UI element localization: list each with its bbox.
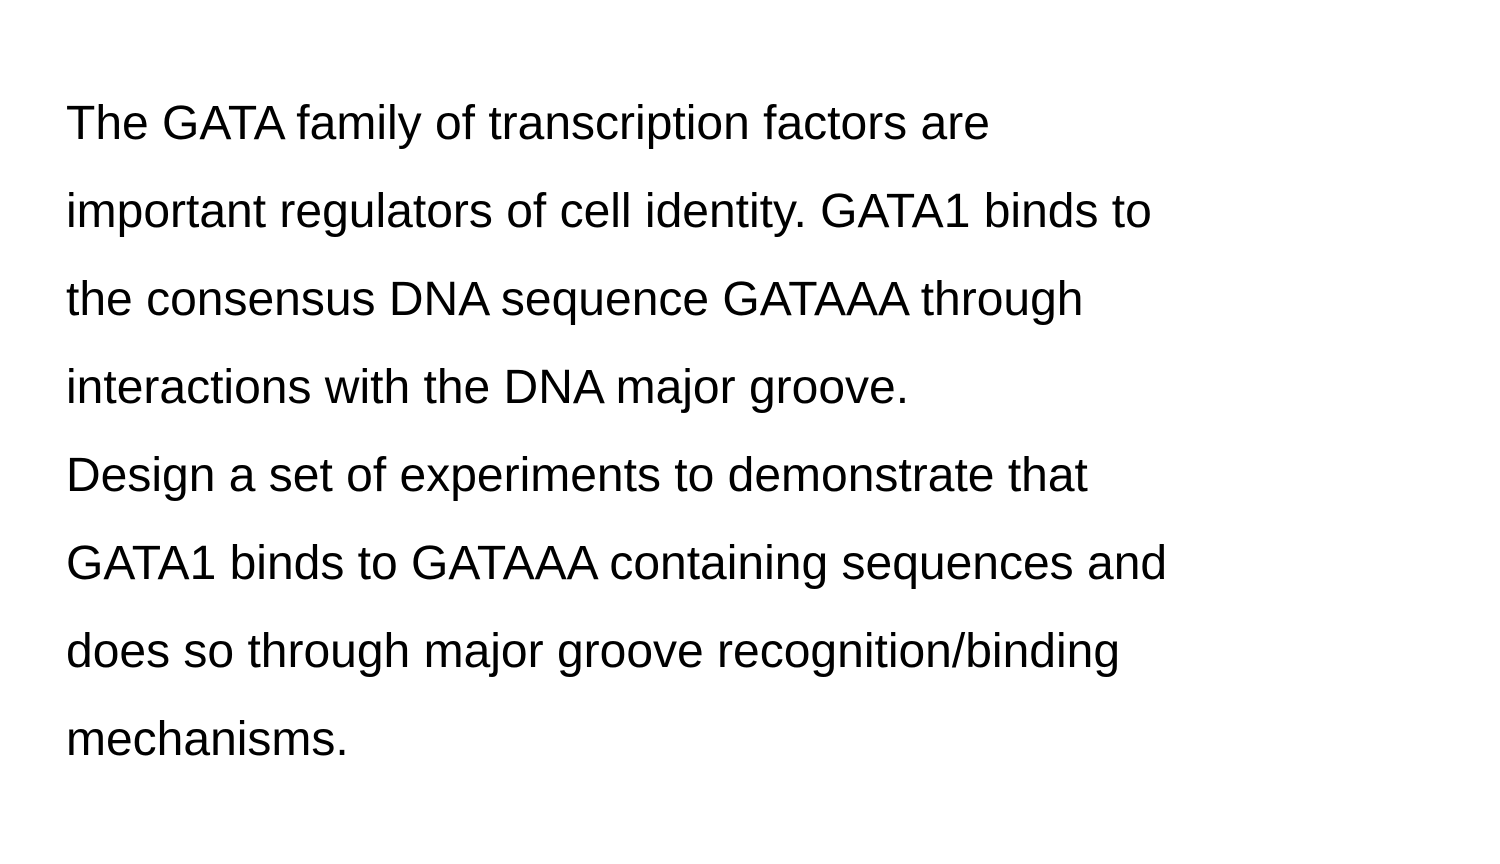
text-line: The GATA family of transcription factors are <box>66 97 990 150</box>
text-line: interactions with the DNA major groove. <box>66 361 910 414</box>
text-line: the consensus DNA sequence GATAAA through <box>66 273 1084 326</box>
text-line: mechanisms. <box>66 713 349 766</box>
paragraph-question <box>66 432 1466 784</box>
text-line: does so through major groove recognition/binding <box>66 625 1121 678</box>
text-line: Design a set of experiments to demonstrate that <box>66 449 1088 502</box>
text-line: important regulators of cell identity. GATA1 binds to <box>66 185 1152 238</box>
paragraph-background <box>66 80 1466 432</box>
text-line: GATA1 binds to GATAAA containing sequences and <box>66 537 1168 590</box>
document-body <box>66 80 1466 784</box>
